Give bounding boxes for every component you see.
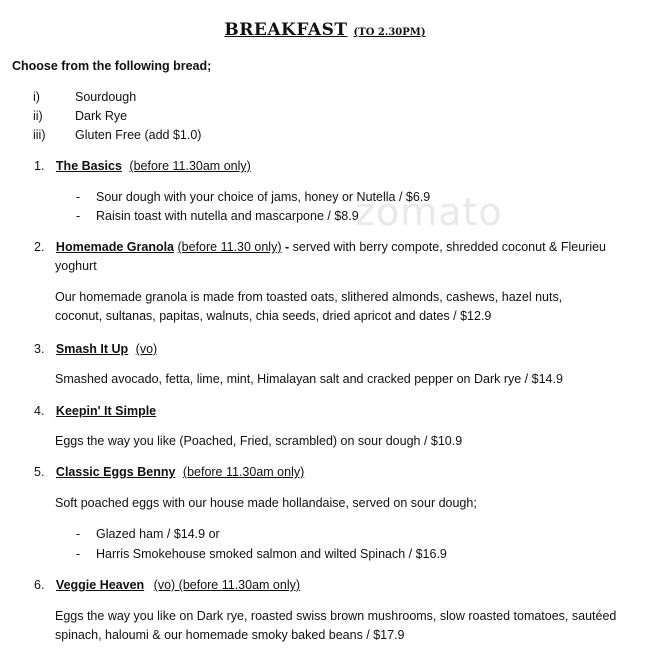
item-2-heading: [34, 240, 606, 254]
menu-subtitle: (TO 2.30PM): [353, 27, 426, 38]
item-3-name: Smash It Up: [55, 342, 129, 356]
item-4-heading: [34, 404, 156, 418]
veggie-desc-1: Eggs the way you like on Dark rye, roasted swiss brown mushrooms, slow roasted tomatoes, sautéed: [55, 609, 617, 623]
item-1-note: (before 11.30am only): [129, 159, 251, 173]
watermark: zomato: [355, 190, 503, 234]
item-3-note: (vo): [135, 342, 158, 356]
benny-desc: Soft poached eggs with our house made hollandaise, served on sour dough;: [55, 496, 477, 510]
item-5-number: 5.: [34, 465, 45, 479]
benny-option-2: Harris Smokehouse smoked salmon and wilted Spinach / $16.9: [96, 547, 447, 561]
item-3-number: 3.: [34, 342, 45, 356]
bread-heading: Choose from the following bread;: [12, 59, 212, 73]
bread-option-1: Sourdough: [75, 90, 137, 104]
item-2-number: 2.: [34, 240, 45, 254]
item-3-heading: [34, 342, 157, 356]
granola-desc-1: Our homemade granola is made from toasted oats, slithered almonds, cashews, hazel nuts,: [55, 290, 563, 304]
menu-title: BREAKFAST: [224, 20, 348, 40]
dash: -: [76, 527, 81, 541]
bread-option-3: Gluten Free (add $1.0): [75, 128, 202, 142]
basics-option-1: Sour dough with your choice of jams, honey or Nutella / $6.9: [96, 190, 431, 204]
item-1-name: The Basics: [55, 159, 122, 173]
dash: -: [76, 547, 81, 561]
item-5-heading: [34, 465, 304, 479]
basics-option-2: Raisin toast with nutella and mascarpone / $8.9: [96, 209, 359, 223]
item-1-number: 1.: [34, 159, 45, 173]
item-2-dash: -: [284, 240, 290, 254]
bread-marker-1: i): [33, 90, 40, 104]
item-2-name: Homemade Granola: [55, 240, 175, 254]
item-2-note: (before 11.30 only): [177, 240, 282, 254]
item-5-name: Classic Eggs Benny: [55, 465, 176, 479]
page-title: [0, 20, 650, 40]
dash: -: [76, 190, 81, 204]
item-6-heading: [34, 578, 300, 592]
item-6-number: 6.: [34, 578, 45, 592]
item-1-heading: [34, 159, 251, 173]
item-4-number: 4.: [34, 404, 45, 418]
bread-option-2: Dark Rye: [75, 109, 128, 123]
item-6-note: (vo) (before 11.30am only): [153, 578, 301, 592]
item-2-desc: served with berry compote, shredded coconut & Fleurieu: [292, 240, 606, 254]
simple-desc: Eggs the way you like (Poached, Fried, scrambled) on sour dough / $10.9: [55, 434, 463, 448]
dash: -: [76, 209, 81, 223]
item-4-name: Keepin' It Simple: [55, 404, 157, 418]
bread-marker-3: iii): [33, 128, 46, 142]
benny-option-1: Glazed ham / $14.9 or: [96, 527, 220, 541]
item-5-note: (before 11.30am only): [182, 465, 305, 479]
granola-desc-2: coconut, sultanas, papitas, walnuts, chia seeds, dried apricot and dates / $12.9: [55, 309, 492, 323]
smash-desc: Smashed avocado, fetta, lime, mint, Himalayan salt and cracked pepper on Dark rye / $14.9: [55, 372, 563, 386]
veggie-desc-2: spinach, haloumi & our homemade smoky baked beans / $17.9: [55, 628, 405, 642]
bread-marker-2: ii): [33, 109, 43, 123]
item-2-desc-cont: yoghurt: [55, 259, 97, 273]
item-6-name: Veggie Heaven: [55, 578, 145, 592]
